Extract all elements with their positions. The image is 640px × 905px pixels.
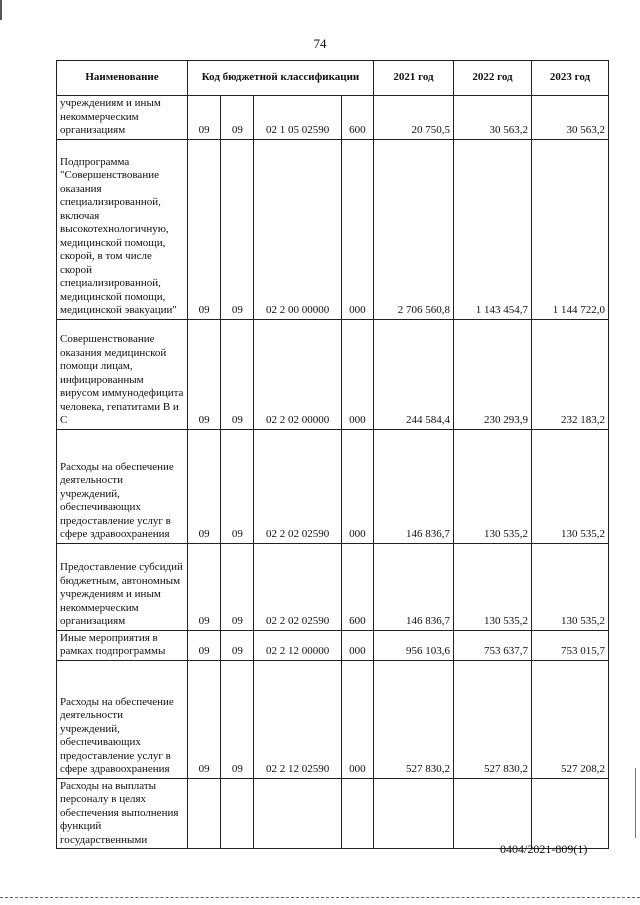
code-target: 02 2 02 02590 (254, 543, 341, 630)
code-target: 02 2 00 00000 (254, 139, 341, 319)
value-2021: 244 584,4 (374, 319, 454, 429)
value-2023: 130 535,2 (531, 543, 608, 630)
code-subsection: 09 (221, 139, 254, 319)
code-target: 02 2 12 00000 (254, 630, 341, 660)
code-section: 09 (187, 630, 220, 660)
table-row (57, 319, 609, 429)
header-2021: 2021 год (374, 61, 454, 96)
table-row (57, 660, 609, 778)
code-target: 02 2 02 00000 (254, 319, 341, 429)
value-2021: 146 836,7 (374, 543, 454, 630)
code-target: 02 1 05 02590 (254, 96, 341, 140)
row-name: Совершенствование оказания медицинской помощи лицам, инфицированным вирусом иммунодефицита человека, гепатитами B и C (57, 319, 188, 429)
table-row (57, 778, 609, 849)
value-2023: 753 015,7 (531, 630, 608, 660)
value-2022: 527 830,2 (454, 660, 532, 778)
code-section: 09 (187, 660, 220, 778)
table-row (57, 429, 609, 543)
code-expense-type: 600 (341, 96, 373, 140)
row-name: Расходы на выплаты персоналу в целях обеспечения выполнения функций государственными (57, 778, 188, 849)
value-2023: 527 208,2 (531, 660, 608, 778)
table-row (57, 96, 609, 140)
code-expense-type (341, 778, 373, 849)
value-2023: 30 563,2 (531, 96, 608, 140)
margin-mark-right (635, 768, 636, 838)
code-section: 09 (187, 429, 220, 543)
value-2023: 232 183,2 (531, 319, 608, 429)
code-section: 09 (187, 319, 220, 429)
value-2021: 20 750,5 (374, 96, 454, 140)
value-2021 (374, 778, 454, 849)
value-2022: 130 535,2 (454, 429, 532, 543)
value-2022 (454, 778, 532, 849)
code-target: 02 2 02 02590 (254, 429, 341, 543)
row-name: Подпрограмма "Совершенствование оказания специализированной, включая высокотехнологичную, медицинской помощи, скорой, в том числе скорой специализированной, медицинской помощи, медицинской эвакуации" (57, 139, 188, 319)
page-bottom-rule (0, 897, 640, 898)
code-expense-type: 000 (341, 139, 373, 319)
code-subsection: 09 (221, 630, 254, 660)
header-name: Наименование (57, 61, 188, 96)
code-section: 09 (187, 543, 220, 630)
row-name: Расходы на обеспечение деятельности учреждений, обеспечивающих предоставление услуг в сфере здравоохранения (57, 429, 188, 543)
code-expense-type: 600 (341, 543, 373, 630)
table-header-row (57, 61, 609, 96)
value-2023: 1 144 722,0 (531, 139, 608, 319)
row-name: учреждениям и иным некоммерческим организациям (57, 96, 188, 140)
table-row (57, 543, 609, 630)
row-name: Расходы на обеспечение деятельности учреждений, обеспечивающих предоставление услуг в сфере здравоохранения (57, 660, 188, 778)
code-section: 09 (187, 139, 220, 319)
value-2021: 146 836,7 (374, 429, 454, 543)
code-expense-type: 000 (341, 630, 373, 660)
code-expense-type: 000 (341, 319, 373, 429)
value-2021: 2 706 560,8 (374, 139, 454, 319)
page-number: 74 (313, 36, 327, 51)
value-2021: 527 830,2 (374, 660, 454, 778)
code-expense-type: 000 (341, 660, 373, 778)
header-2023: 2023 год (531, 61, 608, 96)
code-subsection: 09 (221, 543, 254, 630)
table-row (57, 139, 609, 319)
code-subsection: 09 (221, 660, 254, 778)
code-subsection (221, 778, 254, 849)
value-2023 (531, 778, 608, 849)
row-name: Иные мероприятия в рамках подпрограммы (57, 630, 188, 660)
code-subsection: 09 (221, 319, 254, 429)
row-name: Предоставление субсидий бюджетным, автономным учреждениям и иным некоммерческим организациям (57, 543, 188, 630)
value-2022: 30 563,2 (454, 96, 532, 140)
code-subsection: 09 (221, 429, 254, 543)
code-target: 02 2 12 02590 (254, 660, 341, 778)
value-2023: 130 535,2 (531, 429, 608, 543)
header-2022: 2022 год (454, 61, 532, 96)
table-row (57, 630, 609, 660)
value-2022: 753 637,7 (454, 630, 532, 660)
margin-mark (0, 0, 2, 20)
value-2022: 130 535,2 (454, 543, 532, 630)
budget-table (56, 60, 609, 849)
value-2021: 956 103,6 (374, 630, 454, 660)
code-subsection: 09 (221, 96, 254, 140)
code-section: 09 (187, 96, 220, 140)
value-2022: 230 293,9 (454, 319, 532, 429)
code-expense-type: 000 (341, 429, 373, 543)
code-target (254, 778, 341, 849)
header-code: Код бюджетной классификации (187, 61, 373, 96)
document-code: 0404/2021-809(1) (500, 842, 588, 856)
value-2022: 1 143 454,7 (454, 139, 532, 319)
code-section (187, 778, 220, 849)
